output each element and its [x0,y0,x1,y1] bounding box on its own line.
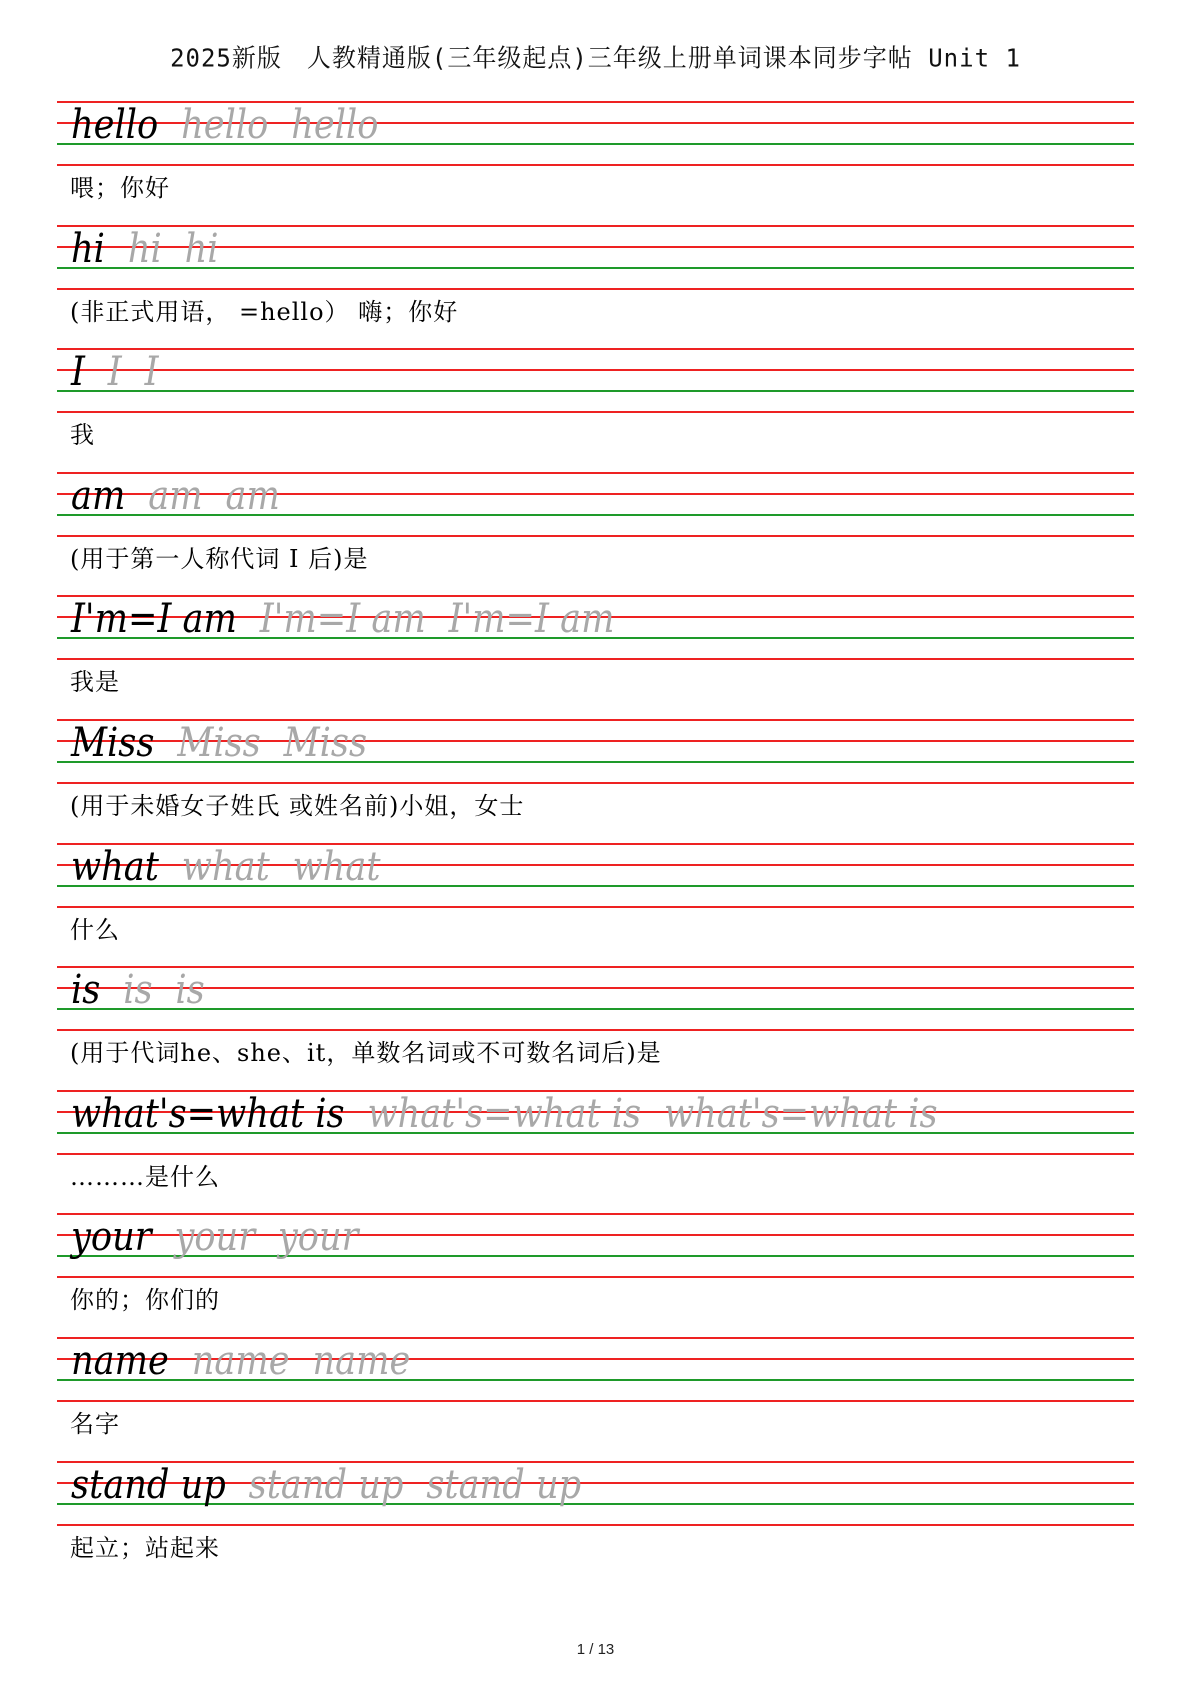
word-entry [57,225,1134,349]
word-entry [57,1337,1134,1461]
model-word: hello [71,102,159,148]
model-word: am [71,472,126,519]
model-word: your [71,1214,152,1261]
trace-word: I [107,349,122,396]
ruling-line-bottom [57,782,1134,784]
trace-word: is [123,967,153,1014]
copybook-row [71,103,401,147]
word-meaning: 我 [70,421,95,450]
page-title: 2025新版 人教精通版(三年级起点)三年级上册单词课本同步字帖 Unit 1 [170,43,1021,73]
model-word: I'm=I am [71,596,237,643]
word-entry [57,966,1134,1090]
ruling-line-bottom [57,288,1134,290]
word-meaning: (用于代词he、she、it，单数名词或不可数名词后)是 [70,1039,662,1068]
word-entry [57,719,1134,843]
trace-word: what's=what is [663,1090,938,1137]
model-word: I [71,349,85,396]
model-word: what [71,843,159,890]
word-entry [57,843,1134,967]
trace-word: hello [181,102,269,148]
ruling-line-bottom [57,1524,1134,1526]
copybook-row [71,597,637,641]
copybook-row [71,968,228,1012]
ruling-line-top [57,348,1134,350]
word-entry [57,472,1134,596]
trace-word: am [225,472,280,519]
word-meaning: 名字 [70,1410,120,1438]
word-meaning: (用于第一人称代词 I 后)是 [70,544,369,573]
ruling-line-baseline [57,390,1134,392]
trace-word: am [148,472,203,519]
trace-word: Miss [283,720,368,766]
word-entry [57,1090,1134,1214]
word-meaning: 起立；站起来 [70,1533,220,1562]
trace-word: your [277,1214,359,1261]
trace-word: hello [291,102,379,148]
word-meaning: (非正式用语， =hello） 嗨；你好 [70,297,459,326]
ruling-line-bottom [57,535,1134,537]
copybook-row [71,350,181,394]
model-word: what's=what is [71,1090,345,1137]
word-meaning: (用于未婚女子姓氏 或姓名前)小姐，女士 [70,792,525,820]
ruling-line-mid [57,369,1134,371]
copybook-row [71,474,303,518]
copybook-row [71,1092,960,1136]
word-entry [57,1461,1134,1585]
ruling-line-bottom [57,1029,1134,1031]
copybook-row [71,1215,381,1259]
trace-word: is [175,967,205,1014]
copybook-row [71,1339,433,1383]
copybook-row [71,845,403,889]
word-meaning: 什么 [70,915,120,944]
model-word: is [71,967,101,1014]
trace-word: stand up [426,1461,582,1508]
copybook-row [71,1463,604,1507]
trace-word: what [292,843,381,890]
trace-word: what [181,843,270,890]
trace-word: stand up [248,1461,404,1508]
page-indicator: 1 / 13 [576,1641,615,1658]
trace-word: I [144,349,159,396]
word-meaning: 我是 [70,668,120,697]
ruling-line-bottom [57,906,1134,908]
trace-word: name [312,1338,411,1384]
word-meaning: 你的；你们的 [70,1286,220,1315]
trace-word: Miss [177,720,261,766]
copybook-row [71,227,241,271]
word-entry [57,1213,1134,1337]
trace-word: what's=what is [367,1090,642,1137]
word-meaning: 喂；你好 [70,174,170,202]
word-entry [57,348,1134,472]
word-entry [57,595,1134,719]
model-word: hi [71,225,105,272]
trace-word: your [174,1214,256,1261]
copybook-row [71,721,390,765]
trace-word: hi [184,225,219,272]
trace-word: hi [127,225,162,272]
ruling-line-bottom [57,164,1134,166]
model-word: name [71,1338,169,1384]
ruling-line-bottom [57,1400,1134,1402]
trace-word: I'm=I am [448,596,615,643]
word-meaning: ………是什么 [70,1162,220,1191]
word-entry [57,101,1134,225]
model-word: Miss [71,720,155,766]
ruling-line-bottom [57,411,1134,413]
trace-word: name [191,1338,290,1384]
trace-word: I'm=I am [259,596,426,643]
ruling-line-bottom [57,658,1134,660]
model-word: stand up [71,1461,226,1508]
ruling-line-bottom [57,1276,1134,1278]
ruling-line-bottom [57,1153,1134,1155]
